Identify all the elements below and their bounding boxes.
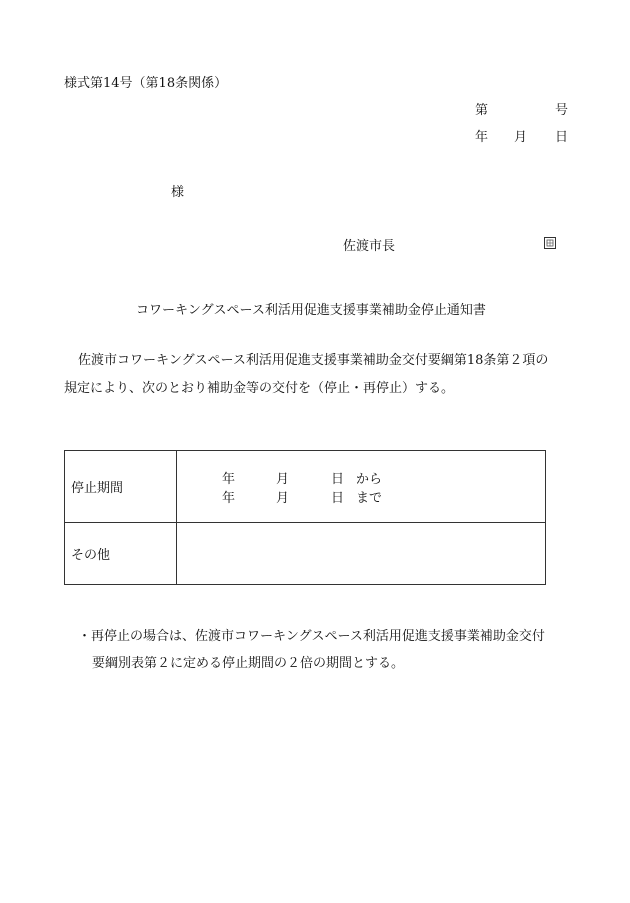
table-row-other [65,523,546,585]
document-number-prefix: 第 [475,103,489,118]
from-suffix: から [356,471,383,487]
period-from-line [177,468,545,487]
other-value-cell [177,523,546,585]
date-year-label: 年 [475,130,489,145]
other-label: その他 [65,523,177,585]
from-month-label: 月 [276,471,290,487]
suspension-details-table [64,450,546,585]
document-number-suffix: 号 [555,103,569,118]
to-suffix: まで [356,490,383,506]
seal-icon [544,237,556,249]
to-day-label: 日 [331,490,345,506]
period-to-line [177,487,545,506]
sender-title: 佐渡市長 [343,239,396,254]
period-value-cell [177,451,546,523]
table-row-period [65,451,546,523]
date-day-label: 日 [555,130,569,145]
body-line-1: 佐渡市コワーキングスペース利活用促進支援事業補助金交付要綱第18条第２項の [78,353,549,368]
footnote-line-2: 要綱別表第２に定める停止期間の２倍の期間とする。 [92,656,405,671]
body-line-2: 規定により、次のとおり補助金等の交付を（停止・再停止）する。 [64,381,455,396]
from-day-label: 日 [331,471,345,487]
period-label: 停止期間 [65,451,177,523]
addressee-suffix: 様 [171,185,185,200]
form-number: 様式第14号（第18条関係） [64,76,228,91]
footnote-line-1: ・再停止の場合は、佐渡市コワーキングスペース利活用促進支援事業補助金交付 [78,629,545,644]
to-month-label: 月 [276,490,290,506]
document-title: コワーキングスペース利活用促進支援事業補助金停止通知書 [136,303,486,318]
from-year-label: 年 [222,471,236,487]
footnote [78,623,545,677]
to-year-label: 年 [222,490,236,506]
body-text [64,347,564,403]
date-month-label: 月 [514,130,528,145]
